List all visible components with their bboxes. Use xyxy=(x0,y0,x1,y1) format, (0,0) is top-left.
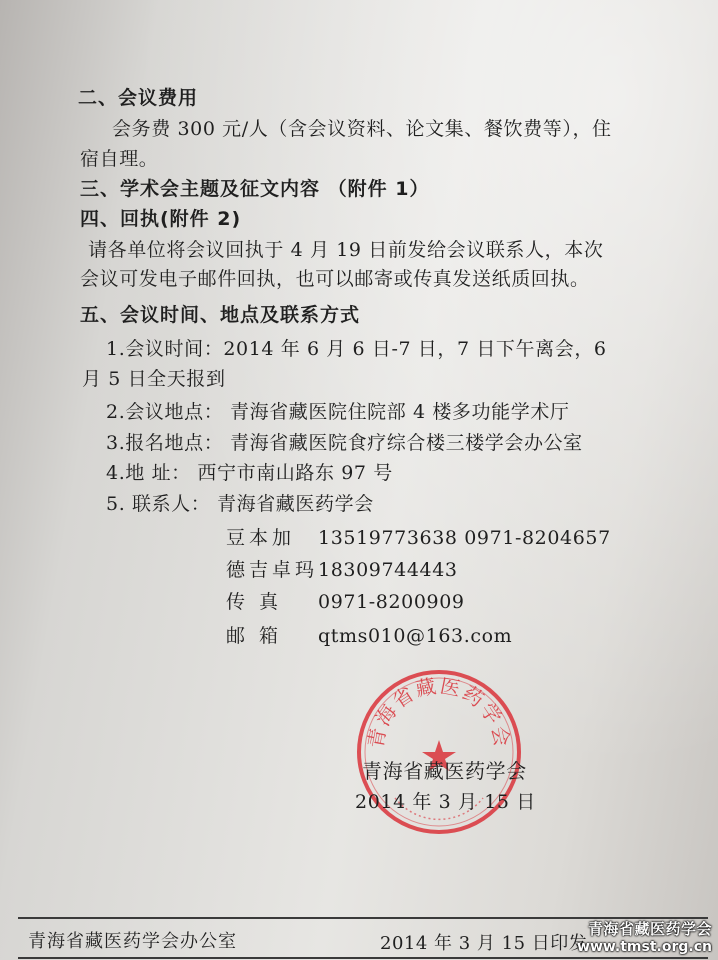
svg-text:青海省藏医药学会 xyxy=(363,673,514,750)
contact-name: 德吉卓玛 xyxy=(226,559,319,581)
contact-phone: 13519773638 0971-8204657 xyxy=(318,527,611,549)
time-heading: 五、会议时间、地点及联系方式 xyxy=(80,304,361,326)
watermark xyxy=(577,918,712,955)
contact-fax-label: 传 真 xyxy=(226,591,283,613)
watermark-title: 青海省藏医药学会 xyxy=(587,920,712,938)
receipt-heading: 四、回执(附件 2) xyxy=(80,208,242,230)
detail-venue: 2.会议地点： 青海省藏医院住院部 4 楼多功能学术厅 xyxy=(106,401,570,423)
fee-line-1: 会务费 300 元/人（含会议资料、论文集、餐饮费等），住 xyxy=(112,118,612,140)
detail-address: 4.地 址： 西宁市南山路东 97 号 xyxy=(106,462,393,484)
signature-org: 青海省藏医药学会 xyxy=(362,759,527,783)
detail-contact: 5. 联系人： 青海省藏医药学会 xyxy=(106,493,374,515)
contact-fax: 0971-8200909 xyxy=(318,591,465,613)
fee-line-2: 宿自理。 xyxy=(80,148,159,170)
contact-row xyxy=(226,526,611,550)
watermark-url: www.tmst.org.cn xyxy=(577,939,712,955)
detail-time-line-1: 1.会议时间：2014 年 6 月 6 日-7 日，7 日下午离会，6 xyxy=(106,338,607,360)
contact-row xyxy=(226,558,458,582)
fee-heading: 二、会议费用 xyxy=(78,87,199,109)
contact-email: qtms010@163.com xyxy=(318,625,513,647)
contact-row xyxy=(226,590,465,614)
detail-time-line-2: 月 5 日全天报到 xyxy=(82,368,226,390)
receipt-line-2: 会议可发电子邮件回执，也可以邮寄或传真发送纸质回执。 xyxy=(80,268,590,290)
contact-phone: 18309744443 xyxy=(318,559,458,581)
seal-text: 青海省藏医药学会 xyxy=(363,673,515,751)
theme-heading: 三、学术会主题及征文内容 （附件 1） xyxy=(80,178,430,200)
contact-row xyxy=(226,624,512,648)
receipt-line-1: 请各单位将会议回执于 4 月 19 日前发给会议联系人，本次 xyxy=(88,239,604,261)
contact-email-label: 邮 箱 xyxy=(226,625,283,647)
signature-date: 2014 年 3 月 15 日 xyxy=(355,791,536,813)
footer-issuer: 青海省藏医药学会办公室 xyxy=(28,931,237,952)
contact-name: 豆本加 xyxy=(226,527,296,549)
footer-divider xyxy=(18,957,708,959)
detail-registration: 3.报名地点： 青海省藏医院食疗综合楼三楼学会办公室 xyxy=(106,432,583,454)
footer-issue-date: 2014 年 3 月 15 日印发 xyxy=(380,933,588,954)
